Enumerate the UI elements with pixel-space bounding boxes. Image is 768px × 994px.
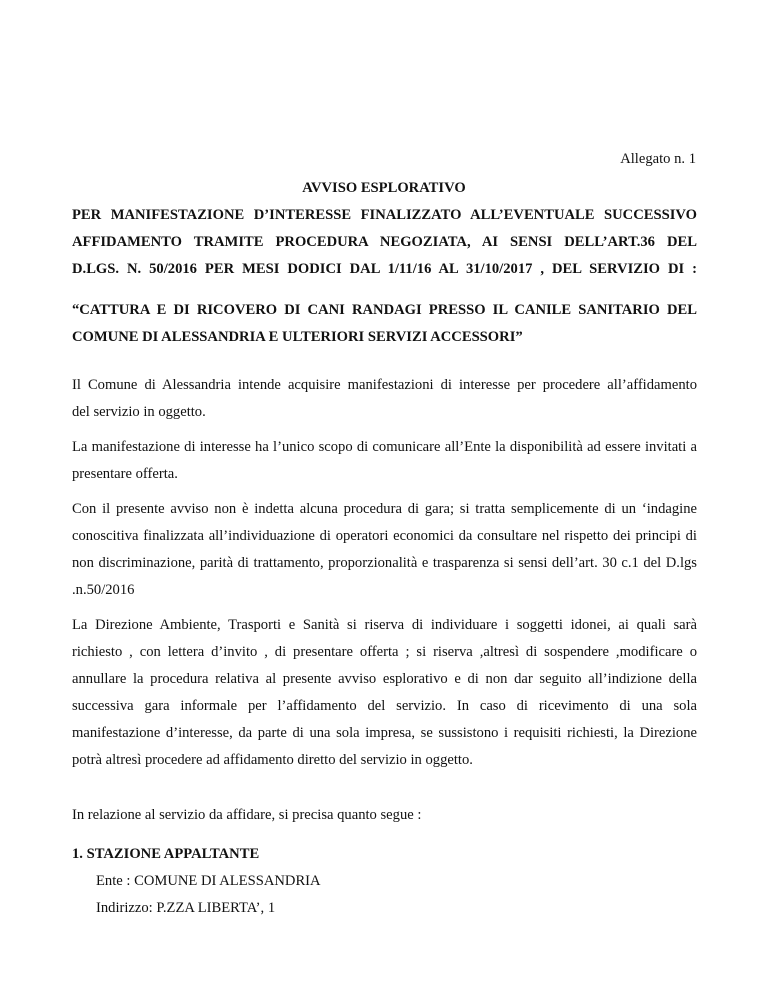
paragraph-line: annullare la procedura relativa al presente avviso esplorativo e di non dar seguito all’indizione della xyxy=(72,671,697,687)
paragraph-line: La Direzione Ambiente, Trasporti e Sanità si riserva di individuare i soggetti idonei, ai quali sarà xyxy=(72,617,697,633)
paragraph-line: potrà altresì procedere ad affidamento diretto del servizio in oggetto. xyxy=(72,752,473,768)
paragraph-line: .n.50/2016 xyxy=(72,582,135,598)
section-heading: 1. STAZIONE APPALTANTE xyxy=(72,846,260,862)
paragraph-line: conoscitiva finalizzata all’individuazione di operatori economici da consultare nel rispetto dei principi di xyxy=(72,528,697,544)
paragraph-line: Con il presente avviso non è indetta alcuna procedura di gara; si tratta semplicemente di un ‘indagine xyxy=(72,501,697,517)
document-title: AVVISO ESPLORATIVO xyxy=(302,180,466,196)
service-title-line: “CATTURA E DI RICOVERO DI CANI RANDAGI PRESSO IL CANILE SANITARIO DEL xyxy=(72,302,697,318)
paragraph-line: La manifestazione di interesse ha l’unico scopo di comunicare all’Ente la disponibilità ad essere invitati a xyxy=(72,439,697,455)
paragraph-line: presentare offerta. xyxy=(72,466,178,482)
attachment-label: Allegato n. 1 xyxy=(620,151,696,167)
indirizzo-line: Indirizzo: P.ZZA LIBERTA’, 1 xyxy=(96,900,276,916)
paragraph-line: richiesto , con lettera d’invito , di presentare offerta ; si riserva ,altresì di sospendere ,modificare o xyxy=(72,644,697,660)
subtitle-line: D.LGS. N. 50/2016 PER MESI DODICI DAL 1/11/16 AL 31/10/2017 , DEL SERVIZIO DI : xyxy=(72,261,697,277)
paragraph-line: non discriminazione, parità di trattamento, proporzionalità e trasparenza si sensi dell’art. 30 c.1 del D.lgs xyxy=(72,555,697,571)
paragraph-line: successiva gara informale per l’affidamento del servizio. In caso di ricevimento di una sola xyxy=(72,698,697,714)
paragraph-line: Il Comune di Alessandria intende acquisire manifestazioni di interesse per procedere all’affidamento xyxy=(72,377,697,393)
subtitle-line: AFFIDAMENTO TRAMITE PROCEDURA NEGOZIATA, AI SENSI DELL’ART.36 DEL xyxy=(72,234,697,250)
paragraph-line: manifestazione d’interesse, da parte di una sola impresa, se sussistono i requisiti richiesti, la Direzione xyxy=(72,725,697,741)
paragraph-line: In relazione al servizio da affidare, si precisa quanto segue : xyxy=(72,807,422,823)
paragraph-line: del servizio in oggetto. xyxy=(72,404,206,420)
ente-line: Ente : COMUNE DI ALESSANDRIA xyxy=(96,873,321,889)
subtitle-line: PER MANIFESTAZIONE D’INTERESSE FINALIZZATO ALL’EVENTUALE SUCCESSIVO xyxy=(72,207,697,223)
service-title-line: COMUNE DI ALESSANDRIA E ULTERIORI SERVIZI ACCESSORI” xyxy=(72,329,523,345)
